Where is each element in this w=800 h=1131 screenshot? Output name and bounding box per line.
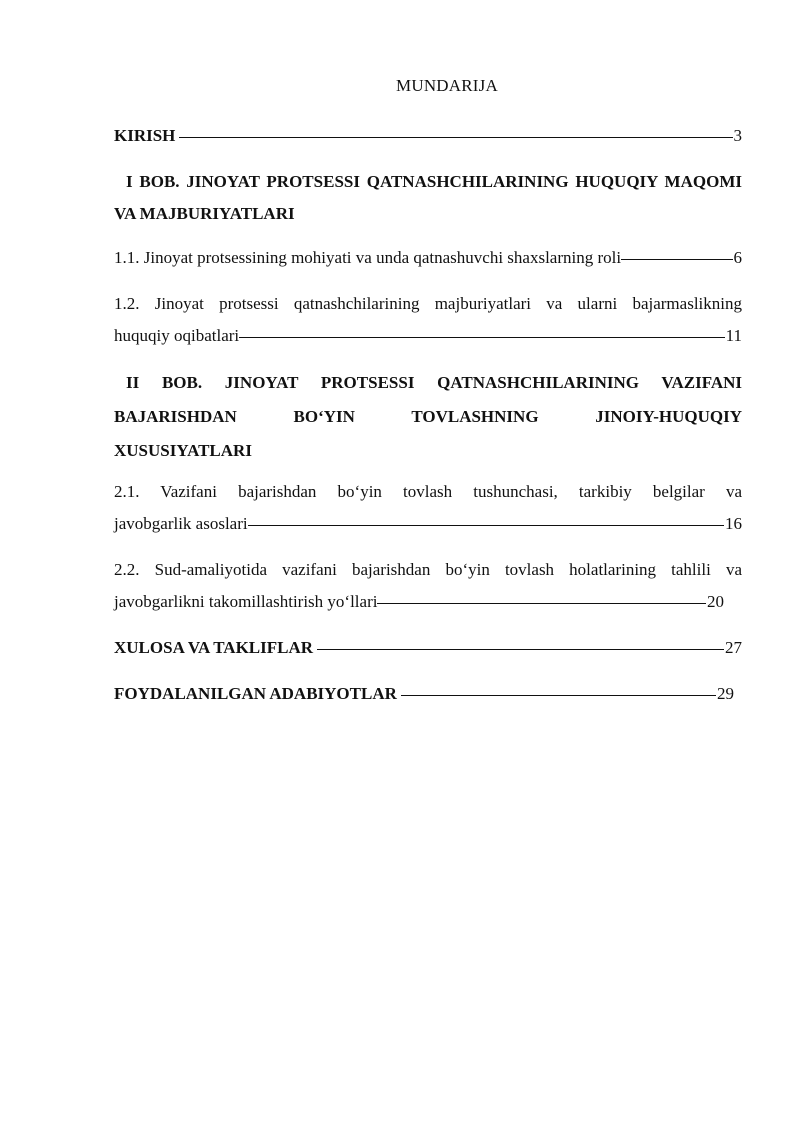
- toc-entry-label: huquqiy oqibatlari: [114, 326, 240, 345]
- toc-page-number: 3: [733, 126, 742, 145]
- toc-entry-xulosa[interactable]: [114, 632, 742, 664]
- toc-page-number: 27: [725, 638, 742, 657]
- toc-entry-kirish[interactable]: [114, 120, 742, 152]
- toc-chapter-label: I BOB. JINOYAT PROTSESSI QATNASHCHILARINING HUQUQIY MAQOMI VA MAJBURIYATLARI: [114, 172, 742, 223]
- toc-entry-adabiyotlar[interactable]: [114, 678, 734, 710]
- toc-entry-label: javobgarlik asoslari: [114, 514, 248, 533]
- toc-entry-label: KIRISH: [114, 126, 176, 145]
- toc-chapter-2[interactable]: [114, 366, 742, 468]
- dot-leader: [239, 337, 725, 338]
- toc-entry-line: 1.2. Jinoyat protsessi qatnashchilarining majburiyatlari va ularni bajarmaslikning: [114, 294, 742, 313]
- toc-entry-line: 2.2. Sud-amaliyotida vazifani bajarishdan bo‘yin tovlash holatlarining tahlili va: [114, 560, 742, 579]
- toc-chapter-line: II BOB. JINOYAT PROTSESSI QATNASHCHILARINING VAZIFANI: [126, 373, 742, 392]
- toc-chapter-line: XUSUSIYATLARI: [114, 441, 252, 460]
- toc-page-number: 20: [707, 592, 724, 611]
- toc-entry-label: 1.1. Jinoyat protsessining mohiyati va unda qatnashuvchi shaxslarning roli: [114, 248, 622, 267]
- dot-leader: [621, 259, 732, 260]
- toc-entry-2-1[interactable]: [114, 476, 742, 540]
- dot-leader: [377, 603, 706, 604]
- dot-leader: [179, 137, 732, 138]
- toc-title: MUNDARIJA: [396, 76, 498, 95]
- toc-entry-line: 2.1. Vazifani bajarishdan bo‘yin tovlash tushunchasi, tarkibiy belgilar va: [114, 482, 742, 501]
- dot-leader: [401, 695, 716, 696]
- dot-leader: [248, 525, 724, 526]
- toc-chapter-line: BAJARISHDAN BO‘YIN TOVLASHNING JINOIY-HUQUQIY: [114, 407, 742, 426]
- toc-entry-1-2[interactable]: [114, 288, 742, 352]
- toc-entry-line: [114, 586, 724, 618]
- toc-entry-label: XULOSA VA TAKLIFLAR: [114, 638, 314, 657]
- toc-entry-line: [114, 320, 742, 352]
- toc-entry-label: javobgarlikni takomillashtirish yo‘llari: [114, 592, 378, 611]
- toc-page-number: 11: [725, 326, 742, 345]
- toc-page-number: 6: [733, 248, 742, 267]
- dot-leader: [317, 649, 724, 650]
- toc-entry-line: [114, 508, 742, 540]
- toc-entry-1-1[interactable]: [114, 242, 742, 274]
- toc-entry-2-2[interactable]: [114, 554, 742, 618]
- toc-entry-label: FOYDALANILGAN ADABIYOTLAR: [114, 684, 397, 703]
- toc-page-number: 29: [717, 684, 734, 703]
- toc-page-number: 16: [725, 514, 742, 533]
- toc-chapter-1[interactable]: [114, 166, 742, 230]
